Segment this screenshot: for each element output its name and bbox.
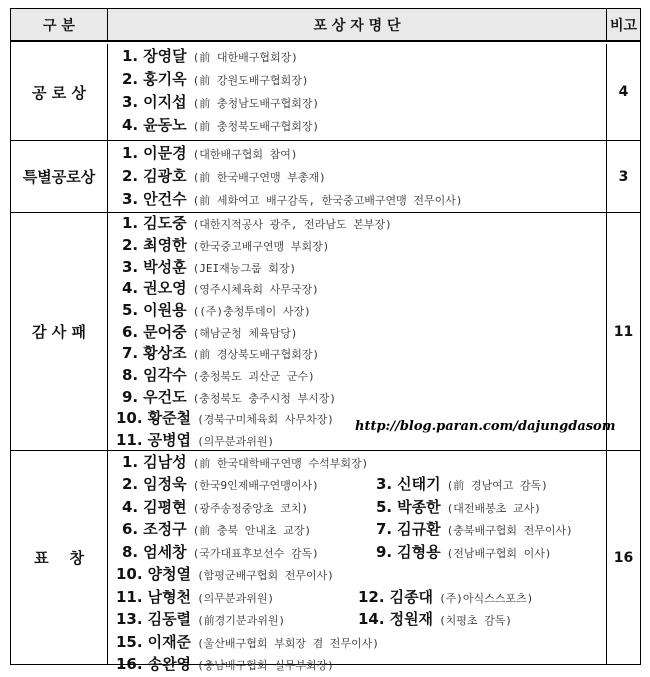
entry-affiliation: (충북배구협회 전무이사) — [446, 524, 573, 537]
award-count: 3 — [618, 168, 629, 185]
header-category: 구 분 — [43, 17, 75, 34]
entry-affiliation: (前 충청북도배구협회장) — [192, 120, 320, 133]
award-count: 4 — [618, 84, 629, 100]
entry-name: 안건수 — [143, 190, 187, 208]
table-header — [11, 9, 640, 42]
entry-number: 1. — [122, 144, 139, 162]
entry-number: 10. — [116, 565, 143, 583]
list-item — [376, 541, 552, 563]
entry-number: 1. — [122, 47, 139, 65]
entry-name: 김종대 — [389, 588, 434, 606]
entry-name: 정원재 — [389, 610, 434, 628]
entry-affiliation: (前경기분과위원) — [197, 614, 286, 627]
entry-affiliation: (前 충청남도배구협회장) — [192, 97, 320, 110]
entry-affiliation: (前 경상북도배구협회장) — [192, 348, 320, 361]
entry-number: 6. — [122, 323, 139, 341]
entry-affiliation: (대한배구협회 참여) — [192, 148, 298, 161]
entry-number: 11. — [116, 588, 143, 606]
list-item — [116, 586, 274, 608]
section-special-achievement-award — [11, 140, 640, 212]
entry-affiliation: (해남군청 체육담당) — [192, 327, 298, 340]
entry-name: 황준철 — [147, 409, 192, 427]
list-item — [358, 586, 533, 608]
list-item — [122, 541, 319, 563]
entry-number: 10. — [116, 409, 143, 427]
list-item — [116, 653, 334, 675]
entry-number: 15. — [116, 633, 143, 651]
entry-affiliation: (JEI재능그룹 회장) — [192, 262, 297, 275]
category-cell — [11, 141, 107, 212]
entry-number: 2. — [122, 70, 139, 88]
entry-affiliation: (前 강원도배구협회장) — [192, 74, 309, 87]
entry-name: 김도중 — [143, 214, 187, 232]
entry-name: 양청열 — [147, 565, 192, 583]
entry-number: 5. — [122, 301, 139, 319]
entry-affiliation: (치평초 감독) — [439, 614, 513, 627]
entry-name: 박종한 — [397, 498, 441, 516]
entry-number: 8. — [122, 366, 139, 384]
entry-name: 우건도 — [143, 388, 187, 406]
list-item — [122, 277, 319, 299]
list-item — [116, 608, 285, 630]
entry-number: 11. — [116, 431, 143, 449]
category-label: 공 로 상 — [32, 83, 86, 102]
list-item — [122, 451, 368, 473]
entry-affiliation: (함평군배구협회 전무이사) — [197, 569, 334, 582]
category-label: 표 창 — [34, 549, 84, 567]
list-item — [122, 473, 319, 495]
entry-name: 엄세창 — [143, 543, 187, 561]
category-cell — [11, 213, 107, 450]
entry-number: 4. — [122, 498, 139, 516]
entry-affiliation: (대전배봉초 교사) — [446, 502, 541, 515]
entry-affiliation: (전남배구협회 이사) — [446, 547, 552, 560]
list-item — [122, 165, 326, 187]
section-appreciation-plaque — [11, 212, 640, 450]
entry-affiliation: (前 한국대학배구연맹 수석부회장) — [192, 457, 369, 470]
entries-cell — [107, 141, 607, 212]
award-table — [10, 8, 641, 673]
list-item — [122, 45, 298, 67]
entry-name: 김동렬 — [147, 610, 192, 628]
header-list: 포 상 자 명 단 — [313, 17, 401, 34]
entry-affiliation: (충남배구협회 실무부회장) — [197, 659, 334, 672]
list-item — [122, 321, 298, 343]
entry-number: 3. — [376, 475, 393, 493]
entry-number: 9. — [376, 543, 393, 561]
entry-number: 13. — [116, 610, 143, 628]
entry-name: 공병엽 — [147, 431, 192, 449]
award-count: 16 — [613, 549, 634, 566]
entry-number: 9. — [122, 388, 139, 406]
entry-name: 황상조 — [143, 344, 187, 362]
entry-number: 12. — [358, 588, 385, 606]
entry-number: 7. — [122, 344, 139, 362]
entry-affiliation: (울산배구협회 부회장 겸 전무이사) — [197, 637, 379, 650]
entry-number: 7. — [376, 520, 393, 538]
list-item — [116, 631, 379, 653]
entry-name: 이재준 — [147, 633, 192, 651]
header-note: 비고 — [609, 17, 638, 34]
list-item — [122, 364, 315, 386]
entry-name: 홍기옥 — [143, 70, 187, 88]
entry-affiliation: ((주)충청투데이 사장) — [192, 305, 311, 318]
list-item — [116, 563, 334, 585]
entry-name: 이원용 — [143, 301, 187, 319]
list-item — [122, 299, 311, 321]
list-item — [116, 407, 334, 429]
category-label: 감 사 패 — [32, 323, 86, 341]
count-cell — [607, 44, 640, 140]
entry-number: 1. — [122, 214, 139, 232]
list-item — [116, 429, 274, 451]
entry-number: 5. — [376, 498, 393, 516]
entry-affiliation: (경북구미체육회 사무차장) — [197, 413, 334, 426]
list-item — [122, 188, 463, 210]
list-item — [122, 212, 392, 234]
category-cell — [11, 44, 107, 140]
entry-number: 14. — [358, 610, 385, 628]
entry-name: 최영한 — [143, 236, 187, 254]
entry-name: 장영달 — [143, 47, 187, 65]
entry-affiliation: (한국9인제배구연맹이사) — [192, 479, 319, 492]
entry-affiliation: (前 대한배구협회장) — [192, 51, 298, 64]
entry-name: 김평현 — [143, 498, 187, 516]
entry-affiliation: (광주송정중앙초 코치) — [192, 502, 309, 515]
list-item — [122, 386, 336, 408]
blog-url-watermark: http://blog.paran.com/dajungdasom — [355, 419, 616, 434]
entry-number: 4. — [122, 279, 139, 297]
award-count: 11 — [613, 323, 634, 340]
category-cell — [11, 451, 107, 664]
list-item — [122, 256, 296, 278]
section-commendation — [11, 450, 640, 673]
entry-affiliation: (前 한국배구연맹 부총재) — [192, 171, 326, 184]
entry-affiliation: (대한지적공사 광주, 전라남도 본부장) — [192, 218, 392, 231]
list-item — [122, 518, 311, 540]
entry-name: 이문경 — [143, 144, 187, 162]
entries-cell — [107, 44, 607, 140]
list-item — [122, 114, 319, 136]
entry-name: 임각수 — [143, 366, 187, 384]
count-cell — [607, 141, 640, 212]
entry-affiliation: (한국중고배구연맹 부회장) — [192, 240, 330, 253]
list-item — [376, 496, 541, 518]
entry-affiliation: (의무분과위원) — [197, 435, 275, 448]
entry-name: 박성훈 — [143, 258, 187, 276]
list-item — [122, 142, 298, 164]
entry-name: 남형천 — [147, 588, 192, 606]
entry-affiliation: (충청북도 괴산군 군수) — [192, 370, 315, 383]
section-achievement-award — [11, 44, 640, 140]
header-note-cell — [607, 9, 640, 40]
entry-affiliation: (충청북도 충주시청 부시장) — [192, 392, 337, 405]
entry-number: 3. — [122, 258, 139, 276]
entries-cell — [107, 451, 607, 673]
entry-affiliation: (前 충북 안내초 교장) — [192, 524, 312, 537]
list-item — [122, 342, 319, 364]
entry-number: 2. — [122, 236, 139, 254]
entry-number: 1. — [122, 453, 139, 471]
count-cell — [607, 451, 640, 664]
entry-affiliation: (의무분과위원) — [197, 592, 275, 605]
entry-name: 김규환 — [397, 520, 441, 538]
entry-name: 김형용 — [397, 543, 441, 561]
entry-affiliation: (前 세화여고 배구감독, 한국중고배구연맹 전무이사) — [192, 194, 463, 207]
entry-name: 신태기 — [397, 475, 441, 493]
entry-number: 16. — [116, 655, 143, 673]
entry-affiliation: (주)아식스스포츠) — [439, 592, 534, 605]
header-list-cell — [107, 9, 607, 40]
list-item — [122, 234, 329, 256]
list-item — [358, 608, 512, 630]
entry-number: 6. — [122, 520, 139, 538]
entry-affiliation: (前 경남여고 감독) — [446, 479, 548, 492]
category-label: 특별공로상 — [22, 168, 96, 186]
entry-number: 3. — [122, 93, 139, 111]
entry-number: 2. — [122, 167, 139, 185]
entry-name: 김광호 — [143, 167, 187, 185]
entry-number: 2. — [122, 475, 139, 493]
entry-affiliation: (영주시체육회 사무국장) — [192, 283, 319, 296]
entry-number: 3. — [122, 190, 139, 208]
list-item — [122, 68, 309, 90]
header-category-cell — [11, 9, 107, 40]
entry-name: 윤동노 — [143, 116, 187, 134]
entries-cell — [107, 213, 607, 450]
entry-name: 권오영 — [143, 279, 187, 297]
entry-name: 문어중 — [143, 323, 187, 341]
entry-affiliation: (국가대표후보선수 감독) — [192, 547, 319, 560]
entry-name: 이지섭 — [143, 93, 187, 111]
list-item — [122, 496, 308, 518]
count-cell — [607, 213, 640, 450]
entry-name: 송완영 — [147, 655, 192, 673]
entry-name: 조정구 — [143, 520, 187, 538]
list-item — [122, 91, 319, 113]
list-item — [376, 473, 548, 495]
entry-name: 김남성 — [143, 453, 187, 471]
entry-number: 4. — [122, 116, 139, 134]
list-item — [376, 518, 573, 540]
entry-number: 8. — [122, 543, 139, 561]
entry-name: 임정욱 — [143, 475, 187, 493]
